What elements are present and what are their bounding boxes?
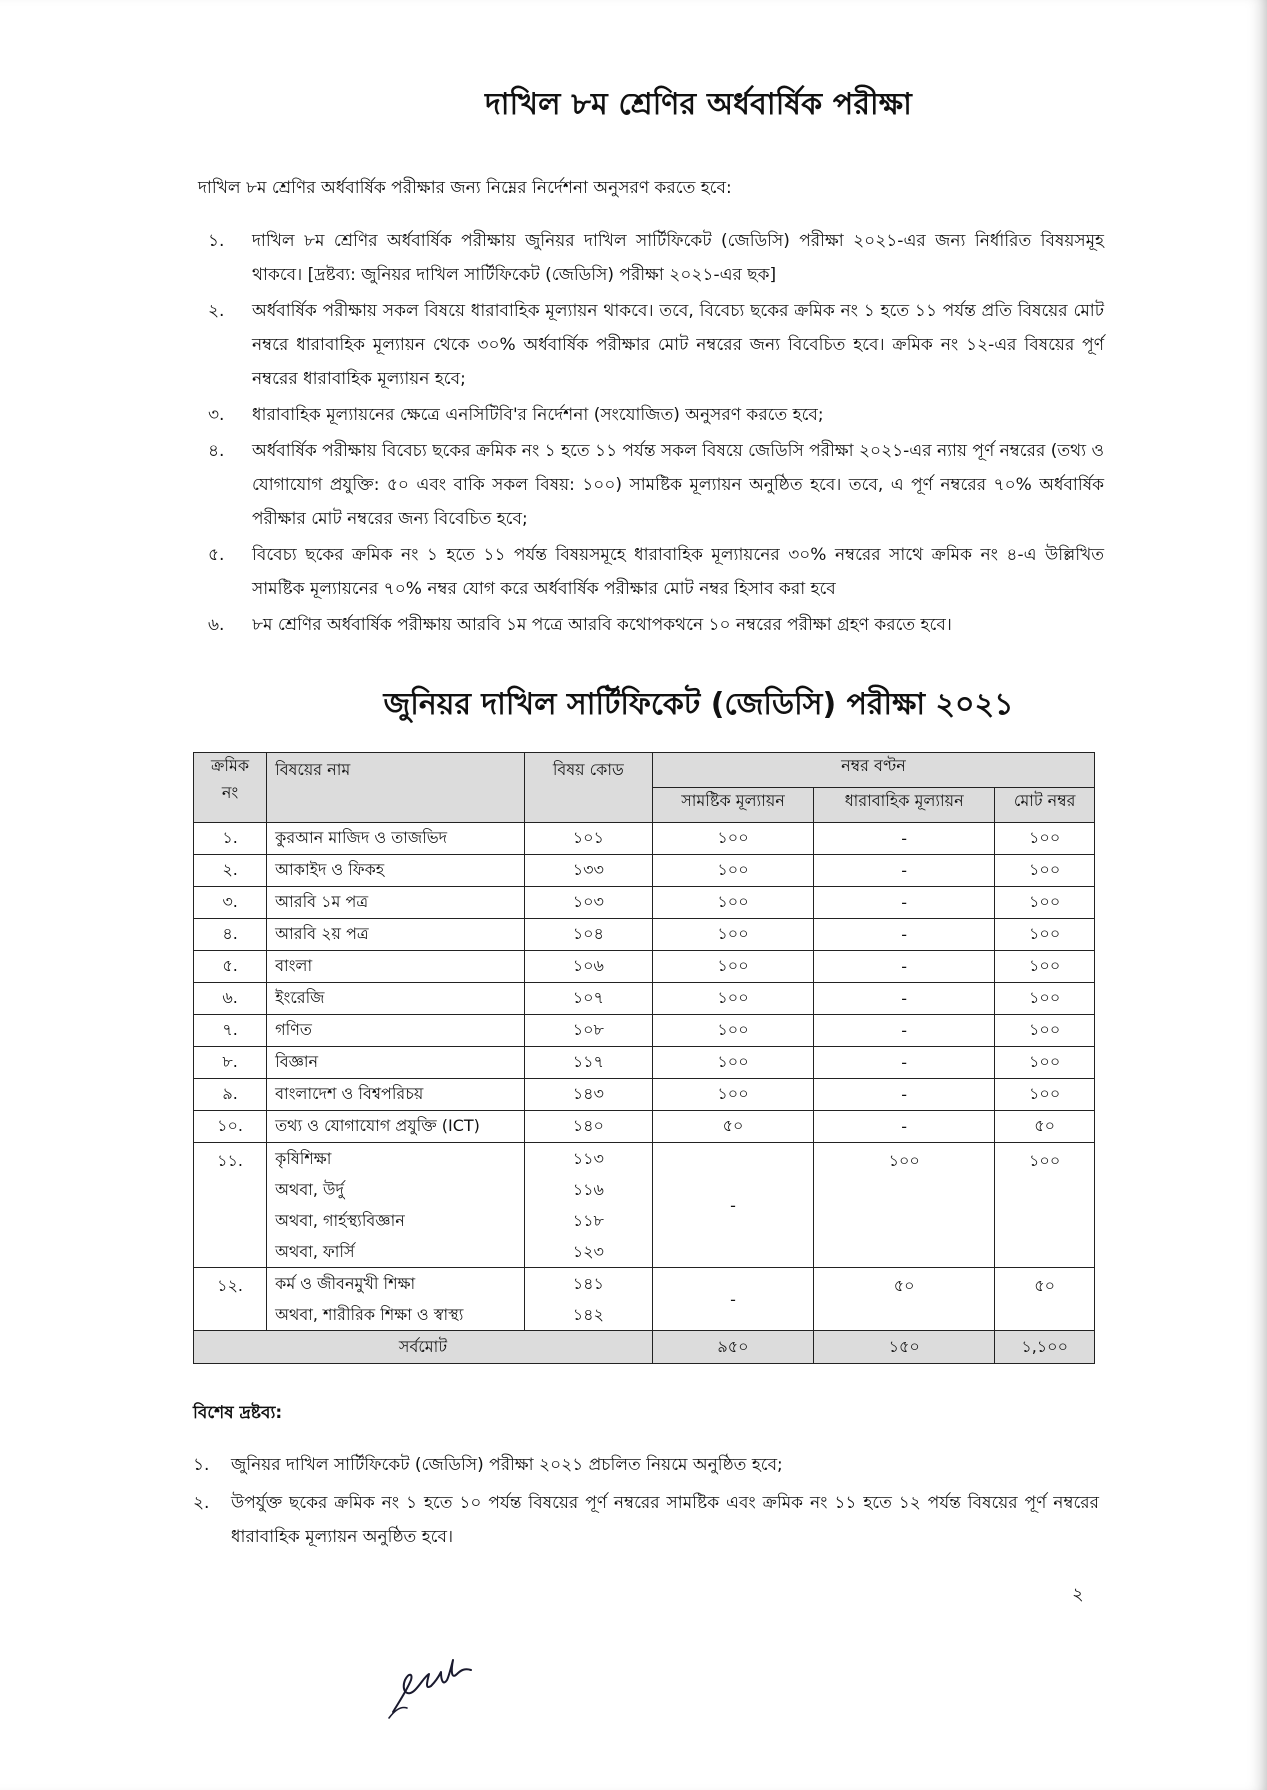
cell-total: ১০০ xyxy=(995,1143,1095,1268)
cell-continuous: - xyxy=(814,887,995,919)
cell-serial: ১২. xyxy=(194,1268,267,1331)
cell-summative: ১০০ xyxy=(652,919,813,951)
cell-continuous: - xyxy=(814,983,995,1015)
cell-continuous: - xyxy=(814,1079,995,1111)
cell-continuous: ১০০ xyxy=(814,1143,995,1268)
cell-subject: তথ্য ও যোগাযোগ প্রযুক্তি (ICT) xyxy=(267,1111,525,1143)
code-option: ১৪২ xyxy=(572,1305,604,1324)
cell-continuous: ৫০ xyxy=(814,1268,995,1331)
page-number: ২ xyxy=(1072,1584,1084,1605)
cell-serial: ৫. xyxy=(194,951,267,983)
table-row xyxy=(194,823,1095,855)
header-distribution: নম্বর বণ্টন xyxy=(652,753,1094,788)
cell-summative: ১০০ xyxy=(652,983,813,1015)
cell-serial: ৩. xyxy=(194,887,267,919)
total-row xyxy=(194,1331,1095,1364)
list-item xyxy=(208,294,1104,396)
table-row xyxy=(194,1111,1095,1143)
cell-code: ১০১ xyxy=(524,823,652,855)
list-item xyxy=(208,538,1104,606)
cell-code-group xyxy=(524,1268,652,1331)
item-text: উপর্যুক্ত ছকের ক্রমিক নং ১ হতে ১০ পর্যন্ত বিষয়ের পূর্ণ নম্বরের সামষ্টিক এবং ক্রমিক নং ১১ হতে ১২ পর্যন্ত বিষয়ের পূর্ণ নম্বরের ধারাবাহিক মূল্যায়ন অনুষ্ঠিত হবে। xyxy=(231,1493,1099,1547)
cell-continuous: - xyxy=(814,1015,995,1047)
item-number: ৪. xyxy=(208,441,225,461)
subject-option: অথবা, উর্দু xyxy=(275,1180,344,1199)
cell-code: ১০৪ xyxy=(524,919,652,951)
list-item xyxy=(208,224,1104,292)
cell-total: ১০০ xyxy=(995,1015,1095,1047)
subject-option: কর্ম ও জীবনমুখী শিক্ষা xyxy=(275,1274,416,1293)
code-option: ১৪১ xyxy=(572,1274,604,1293)
cell-subject: কুরআন মাজিদ ও তাজভিদ xyxy=(267,823,525,855)
cell-subject: আরবি ১ম পত্র xyxy=(267,887,525,919)
item-text: ৮ম শ্রেণির অর্ধবার্ষিক পরীক্ষায় আরবি ১ম পত্রে আরবি কথোপকথনে ১০ নম্বরের পরীক্ষা গ্রহণ করতে হবে। xyxy=(252,615,952,635)
table-row xyxy=(194,1143,1095,1268)
notes-list xyxy=(193,1448,1099,1558)
code-option: ১১৩ xyxy=(572,1149,604,1168)
list-item xyxy=(193,1486,1099,1554)
cell-subject: আকাইদ ও ফিকহ xyxy=(267,855,525,887)
item-text: জুনিয়র দাখিল সার্টিফিকেট (জেডিসি) পরীক্ষা ২০২১ প্রচলিত নিয়মে অনুষ্ঠিত হবে; xyxy=(231,1455,783,1475)
cell-summative: ১০০ xyxy=(652,951,813,983)
cell-subject-group xyxy=(267,1143,525,1268)
table-row xyxy=(194,919,1095,951)
cell-total: ১০০ xyxy=(995,855,1095,887)
cell-continuous: - xyxy=(814,855,995,887)
list-item xyxy=(208,398,1104,432)
item-number: ১. xyxy=(193,1455,210,1475)
total-label: সর্বমোট xyxy=(194,1331,653,1364)
list-item xyxy=(208,608,1104,642)
table-row xyxy=(194,951,1095,983)
subject-option: কৃষিশিক্ষা xyxy=(275,1149,332,1168)
cell-continuous: - xyxy=(814,951,995,983)
cell-code: ১০৮ xyxy=(524,1015,652,1047)
cell-serial: ১. xyxy=(194,823,267,855)
header-continuous: ধারাবাহিক মূল্যায়ন xyxy=(814,788,995,823)
table-row xyxy=(194,855,1095,887)
total-marks: ১,১০০ xyxy=(995,1331,1095,1364)
cell-code: ১০৩ xyxy=(524,887,652,919)
cell-serial: ৪. xyxy=(194,919,267,951)
cell-total: ১০০ xyxy=(995,951,1095,983)
cell-continuous: - xyxy=(814,1047,995,1079)
cell-subject: আরবি ২য় পত্র xyxy=(267,919,525,951)
header-total: মোট নম্বর xyxy=(995,788,1095,823)
cell-subject-group xyxy=(267,1268,525,1331)
item-number: ১. xyxy=(208,231,225,251)
cell-code: ১১৭ xyxy=(524,1047,652,1079)
item-number: ৩. xyxy=(208,405,225,425)
total-summative: ৯৫০ xyxy=(652,1331,813,1364)
code-option: ১১৮ xyxy=(572,1211,604,1230)
header-summative: সামষ্টিক মূল্যায়ন xyxy=(652,788,813,823)
header-subject: বিষয়ের নাম xyxy=(267,753,525,823)
cell-continuous: - xyxy=(814,1111,995,1143)
cell-total: ১০০ xyxy=(995,983,1095,1015)
cell-subject: বাংলাদেশ ও বিশ্বপরিচয় xyxy=(267,1079,525,1111)
code-option: ১১৬ xyxy=(572,1180,604,1199)
cell-summative: ১০০ xyxy=(652,1079,813,1111)
cell-summative: ১০০ xyxy=(652,823,813,855)
cell-total: ৫০ xyxy=(995,1268,1095,1331)
cell-total: ১০০ xyxy=(995,887,1095,919)
cell-summative: - xyxy=(652,1268,813,1331)
table-row xyxy=(194,983,1095,1015)
table-title: জুনিয়র দাখিল সার্টিফিকেট (জেডিসি) পরীক্ষা ২০২১ xyxy=(383,687,1014,722)
cell-code: ১৪৩ xyxy=(524,1079,652,1111)
cell-code: ১০৬ xyxy=(524,951,652,983)
signature xyxy=(385,1650,485,1722)
item-text: দাখিল ৮ম শ্রেণির অর্ধবার্ষিক পরীক্ষায় জুনিয়র দাখিল সার্টিফিকেট (জেডিসি) পরীক্ষা ২০২১-এর জন্য নির্ধারিত বিষয়সমূহ থাকবে। [দ্রষ্টব্য: জুনিয়র দাখিল সার্টিফিকেট (জেডিসি) পরীক্ষা ২০২১-এর ছক] xyxy=(252,231,1104,285)
intro-text: দাখিল ৮ম শ্রেণির অর্ধবার্ষিক পরীক্ষার জন্য নিম্নের নির্দেশনা অনুসরণ করতে হবে: xyxy=(198,178,732,198)
cell-summative: ১০০ xyxy=(652,1015,813,1047)
cell-serial: ৬. xyxy=(194,983,267,1015)
cell-total: ১০০ xyxy=(995,1047,1095,1079)
cell-code-group xyxy=(524,1143,652,1268)
cell-subject: ইংরেজি xyxy=(267,983,525,1015)
cell-subject: বাংলা xyxy=(267,951,525,983)
item-number: ২. xyxy=(193,1493,210,1513)
cell-code: ১৩৩ xyxy=(524,855,652,887)
item-text: অর্ধবার্ষিক পরীক্ষায় বিবেচ্য ছকের ক্রমিক নং ১ হতে ১১ পর্যন্ত সকল বিষয়ে জেডিসি পরীক্ষা ২০২১-এর ন্যায় পূর্ণ নম্বরের (তথ্য ও যোগাযোগ প্রযুক্তি: ৫০ এবং বাকি সকল বিষয়: ১০০) সামষ্টিক মূল্যায়ন অনুষ্ঠিত হবে। তবে, এ পূর্ণ নম্বরের ৭০% অর্ধবার্ষিক পরীক্ষার মোট নম্বরের জন্য বিবেচিত হবে; xyxy=(252,441,1104,529)
cell-subject: গণিত xyxy=(267,1015,525,1047)
cell-serial: ১১. xyxy=(194,1143,267,1268)
table-row xyxy=(194,887,1095,919)
instruction-list xyxy=(208,224,1104,644)
cell-continuous: - xyxy=(814,919,995,951)
cell-total: ১০০ xyxy=(995,919,1095,951)
cell-summative: - xyxy=(652,1143,813,1268)
page-title: দাখিল ৮ম শ্রেণির অর্ধবার্ষিক পরীক্ষা xyxy=(485,87,912,122)
cell-summative: ১০০ xyxy=(652,887,813,919)
total-continuous: ১৫০ xyxy=(814,1331,995,1364)
table-row xyxy=(194,1047,1095,1079)
cell-total: ১০০ xyxy=(995,823,1095,855)
marks-distribution-table xyxy=(193,752,1095,1364)
subject-option: অথবা, গার্হস্থ্যবিজ্ঞান xyxy=(275,1211,405,1230)
item-text: বিবেচ্য ছকের ক্রমিক নং ১ হতে ১১ পর্যন্ত বিষয়সমূহে ধারাবাহিক মূল্যায়নের ৩০% নম্বরের সাথে ক্রমিক নং ৪-এ উল্লিখিত সামষ্টিক মূল্যায়নের ৭০% নম্বর যোগ করে অর্ধবার্ষিক পরীক্ষার মোট নম্বর হিসাব করা হবে xyxy=(252,545,1104,599)
cell-total: ৫০ xyxy=(995,1111,1095,1143)
cell-continuous: - xyxy=(814,823,995,855)
cell-code: ১০৭ xyxy=(524,983,652,1015)
cell-subject: বিজ্ঞান xyxy=(267,1047,525,1079)
cell-summative: ১০০ xyxy=(652,855,813,887)
list-item xyxy=(193,1448,1099,1482)
cell-total: ১০০ xyxy=(995,1079,1095,1111)
subject-option: অথবা, ফার্সি xyxy=(275,1242,355,1261)
item-number: ৫. xyxy=(208,545,225,565)
cell-code: ১৪০ xyxy=(524,1111,652,1143)
cell-serial: ৯. xyxy=(194,1079,267,1111)
item-text: ধারাবাহিক মূল্যায়নের ক্ষেত্রে এনসিটিবি'র নির্দেশনা (সংযোজিত) অনুসরণ করতে হবে; xyxy=(252,405,824,425)
subject-option: অথবা, শারীরিক শিক্ষা ও স্বাস্থ্য xyxy=(275,1305,464,1324)
cell-summative: ১০০ xyxy=(652,1047,813,1079)
cell-summative: ৫০ xyxy=(652,1111,813,1143)
header-serial: ক্রমিক নং xyxy=(194,753,267,823)
table-row xyxy=(194,1015,1095,1047)
notes-heading: বিশেষ দ্রষ্টব্য: xyxy=(193,1403,283,1423)
code-option: ১২৩ xyxy=(572,1242,604,1261)
item-text: অর্ধবার্ষিক পরীক্ষায় সকল বিষয়ে ধারাবাহিক মূল্যায়ন থাকবে। তবে, বিবেচ্য ছকের ক্রমিক নং ১ হতে ১১ পর্যন্ত প্রতি বিষয়ের মোট নম্বরে ধারাবাহিক মূল্যায়ন থেকে ৩০% অর্ধবার্ষিক পরীক্ষার মোট নম্বরের জন্য বিবেচিত হবে। ক্রমিক নং ১২-এর বিষয়ের পূর্ণ নম্বরের ধারাবাহিক মূল্যায়ন হবে; xyxy=(252,301,1104,389)
item-number: ২. xyxy=(208,301,225,321)
cell-serial: ২. xyxy=(194,855,267,887)
table-row xyxy=(194,1079,1095,1111)
cell-serial: ৮. xyxy=(194,1047,267,1079)
header-code: বিষয় কোড xyxy=(524,753,652,823)
table-row xyxy=(194,1268,1095,1331)
cell-serial: ৭. xyxy=(194,1015,267,1047)
cell-serial: ১০. xyxy=(194,1111,267,1143)
item-number: ৬. xyxy=(208,615,225,635)
list-item xyxy=(208,434,1104,536)
